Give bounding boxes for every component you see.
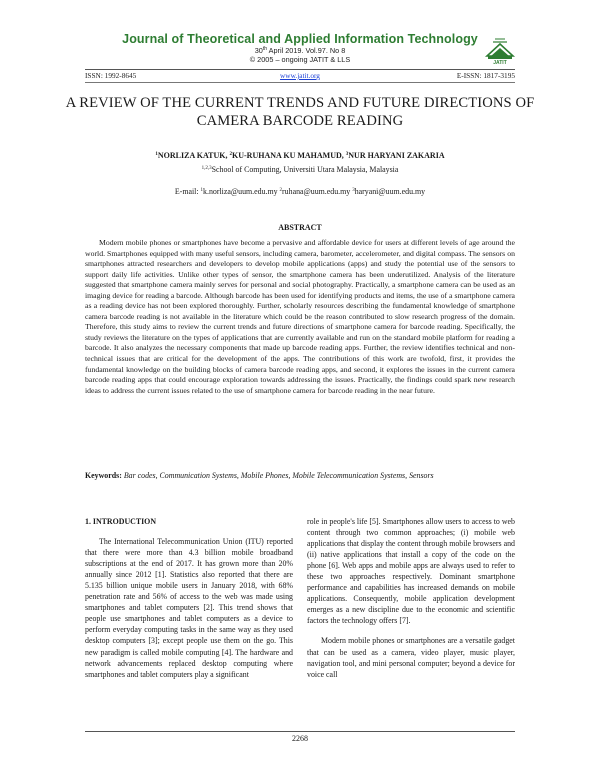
intro-paragraph-1: The International Telecommunication Union (ITU) reported that there were more than 4.3 billion mobile broadband subscriptions at the end of 2017. It has grown more than 20% annually since 2012 [1]. Statistics also reported that there are 5.135 billion unique mobile users in January 2018, with 68% penetration rate and 56% of access to the web was made using smartphones and tablet computers [2]. This trend shows that people use smartphones and tablet computers as a device to perform everyday computing tasks in the same way as they used desktop computers [3]; except people use them on the go. This new paradigm is called mobile computing [4]. The hardware and network advancements replaced desktop computing where smartphones and tablet computers play a significant [85,537,293,679]
left-column [85,516,293,680]
issn-divider [85,82,515,83]
keywords-text: Bar codes, Communication Systems, Mobile Phones, Mobile Telecommunication Systems, Sensors [123,471,434,480]
header-divider [85,69,515,70]
page-number: 2268 [292,734,308,743]
journal-website-link[interactable]: www.jatit.org [280,71,320,80]
journal-copyright: © 2005 – ongoing JATIT & LLS [249,55,351,64]
keywords [85,471,515,482]
issn: ISSN: 1992-8645 [85,71,137,80]
paper-authors: $^1$NORLIZA KATUK, $^2$KU-RUHANA KU MAHAMUD, $^3$NUR HARYANI ZAKARIA [155,151,445,160]
eissn: E-ISSN: 1817-3195 [456,71,515,80]
abstract-heading: ABSTRACT [278,223,322,232]
journal-issue-date: 30th April 2019. Vol.97. No 8 [254,46,346,55]
jatit-logo-label: JATIT [493,60,507,66]
paper-title: A REVIEW OF THE CURRENT TRENDS AND FUTURE DIRECTIONS OF CAMERA BARCODE READING [65,95,535,129]
intro-paragraph-2: Modern mobile phones or smartphones are a versatile gadget that can be used as a camera, video player, music player, navigation tool, and mini personal computer; beyond a device for voice call [307,636,515,679]
footer-divider [85,731,515,732]
intro-paragraph-1-continued: role in people's life [5]. Smartphones allow users to access to web content through two common approaches; (i) mobile web applications that display the content through mobile browsers and (ii) native applications that install a copy of the code on the phone [6]. Web apps and mobile apps are always used to refer to these two approaches respectively. Dominant smartphone performance and capabilities has increased demands on mobile applications. Consequently, mobile application development emerges as a new discipline due to the economic and scientific factors the technology offers [7]. [307,517,515,626]
journal-title: Journal of Theoretical and Applied Information Technology [122,32,478,46]
abstract-text: Modern mobile phones or smartphones have become a pervasive and affordable device for users at different levels of age around the world. Smartphones equipped with many useful sensors, including camera, barometer, accelerometer, and digital compass. The sensors on smartphones attracted researchers and developers to develop mobile applications (apps) and study the potential use of the sensors to support daily life activities. Unlike other types of sensor, the smartphone camera has been underutilized. Analysis of the literature suggested that smartphone camera mainly serves for personal and social photography. Practically, a smartphone camera can be used as an imaging device for reading a barcode. Although barcode has been used for identifying products and items, the use of a smartphone camera as a reading device has not been explored thoroughly. Further, scholarly resources describing the fundamental knowledge of smartphone camera barcode reading is not available in the literature which could be the reason contributed to slow research progress of the domain. Therefore, this study aims to review the current trends and future directions of smartphone camera for barcode reading. Specifically, the study reviews the literature on the types of applications that are currently available and run on the standard mobile platform for reading a barcode. It also analyzes the necessary components that made up barcode reading apps. Further, the review identifies technical and non-technical issues that are critical for the development of the apps. The contributions of this work are twofold, first, it provides the fundamental knowledge on the building blocks of camera barcode reading apps, and second, it explores the issues in the current camera barcode reading apps that could encourage exploration towards addressing the issues. Practically, the findings could spark new research ideas to address the current issues related to the use of smartphone camera for barcode reading in the near future. [85,238,515,395]
paper-affiliation: $^{1,2,3}$School of Computing, Universiti Utara Malaysia, Malaysia [201,165,399,174]
right-column [307,516,515,680]
section-heading-introduction: 1. INTRODUCTION [85,517,157,526]
paper-emails: E-mail: $^1$k.norliza@uum.edu.my $^2$ruhana@uum.edu.my $^3$haryani@uum.edu.my [174,187,426,196]
keywords-label: Keywords: [85,471,122,480]
